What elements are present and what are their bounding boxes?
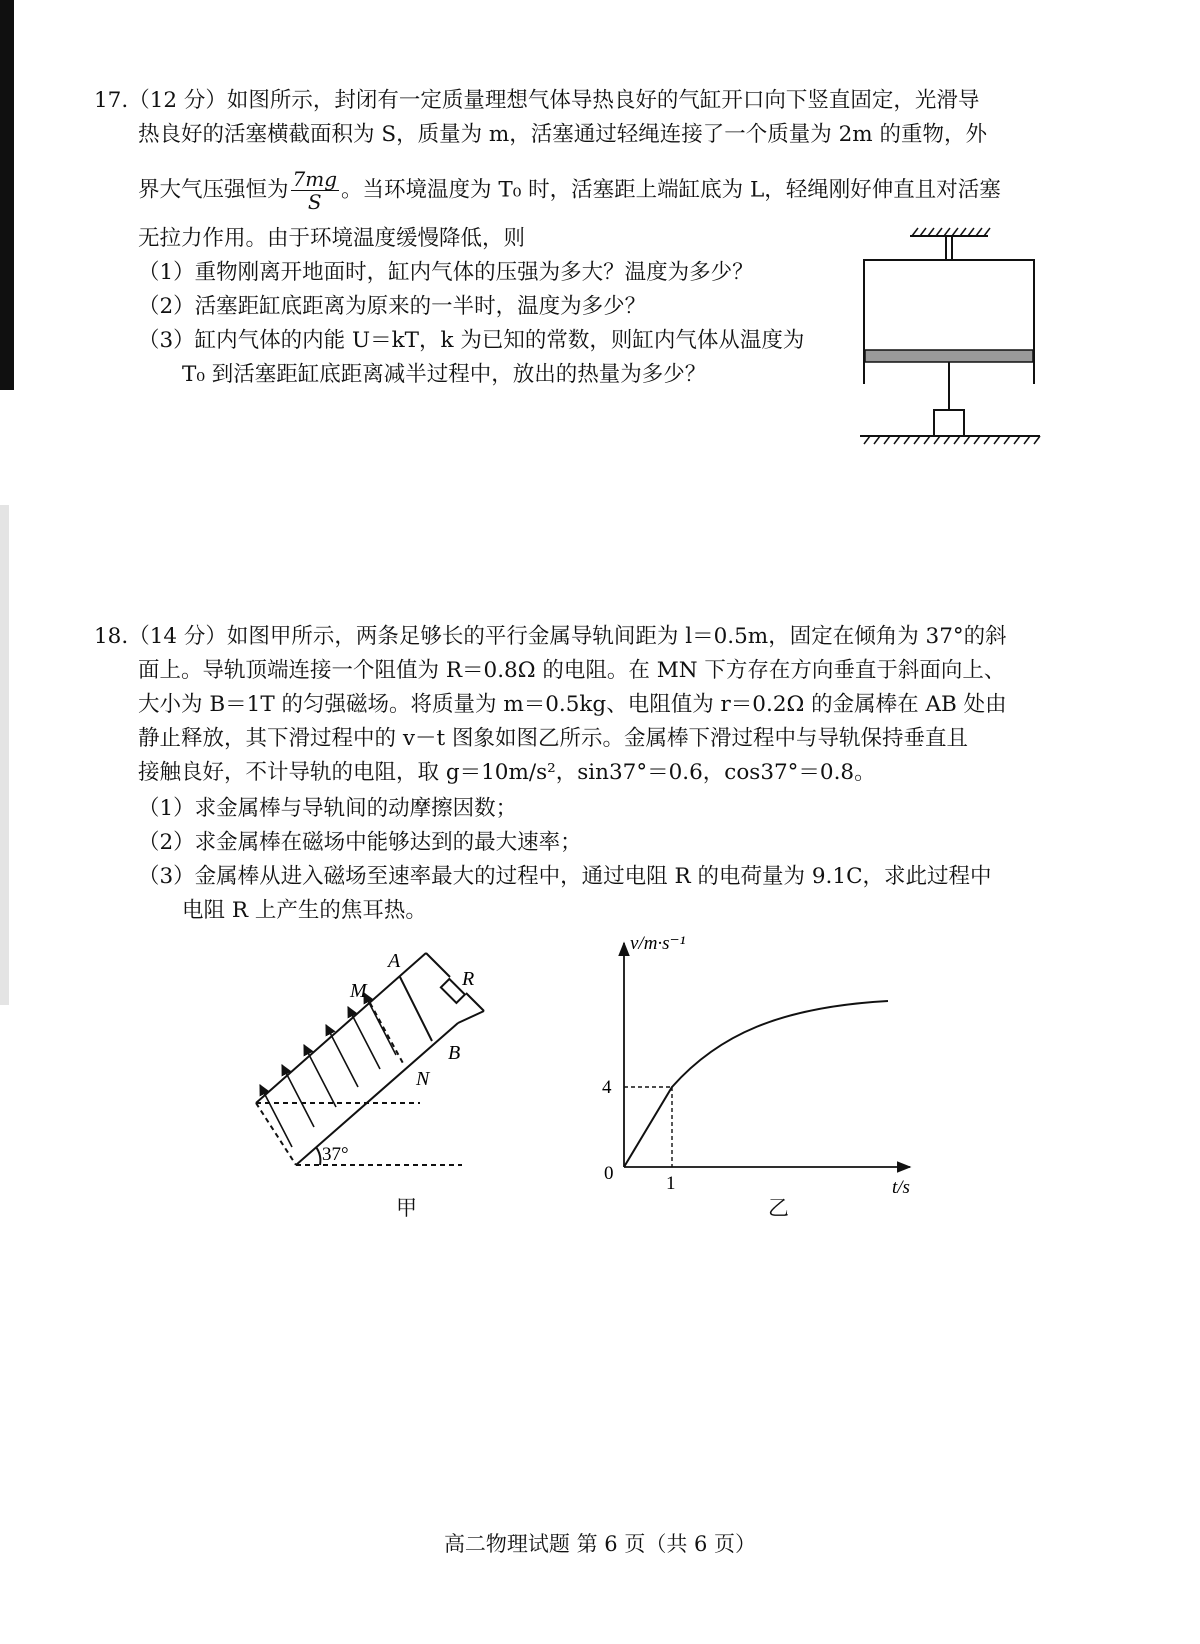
scan-edge-gray	[0, 505, 9, 1005]
q18-sub3a: （3）金属棒从进入磁场至速率最大的过程中，通过电阻 R 的电荷量为 9.1C，求此过程中	[138, 864, 992, 889]
vt-graph	[600, 933, 930, 1198]
angle-label: 37°	[322, 1144, 349, 1165]
y-axis-label: v/m·s⁻¹	[630, 933, 686, 954]
top-wire-2	[466, 993, 484, 1011]
incline-rails-figure	[230, 935, 520, 1175]
pressure-fraction	[291, 168, 340, 213]
label-B: B	[448, 1042, 461, 1064]
q17-sub1: （1）重物刚离开地面时，缸内气体的压强为多大？温度为多少？	[138, 260, 754, 285]
vt-curve	[624, 1001, 888, 1167]
fraction-denominator: S	[307, 190, 322, 214]
cylinder-figure	[860, 222, 1060, 472]
q17-sub2: （2）活塞距缸底距离为原来的一半时，温度为多少？	[138, 294, 647, 319]
fraction-numerator: 7mg	[292, 167, 338, 191]
q17-line3-pre: 界大气压强恒为	[138, 177, 289, 203]
piston	[865, 350, 1033, 362]
lower-rail	[296, 1023, 461, 1165]
label-A: A	[388, 950, 401, 972]
q18-line2: 面上。导轨顶端连接一个阻值为 R＝0.8Ω 的电阻。在 MN 下方存在方向垂直于斜面向上、	[138, 658, 1006, 683]
q18-line1-text: 如图甲所示，两条足够长的平行金属导轨间距为 l＝0.5m，固定在倾角为 37°的斜	[226, 624, 1007, 649]
y-tick-label: 4	[602, 1077, 612, 1098]
q18-line4: 静止释放，其下滑过程中的 v－t 图象如图乙所示。金属棒下滑过程中与导轨保持垂直且	[138, 726, 968, 751]
x-axis-label: t/s	[892, 1177, 910, 1198]
line-MN	[370, 1003, 404, 1065]
x-tick-label: 1	[666, 1173, 676, 1194]
ceiling-hatch	[912, 228, 990, 236]
weight-block	[934, 410, 964, 436]
bar-AB	[400, 977, 432, 1041]
q17-line3	[138, 168, 1001, 213]
q18-line3: 大小为 B＝1T 的匀强磁场。将质量为 m＝0.5kg、电阻值为 r＝0.2Ω 的金属棒在 AB 处由	[138, 692, 1007, 717]
q17-sub3a: （3）缸内气体的内能 U＝kT，k 为已知的常数，则缸内气体从温度为	[138, 328, 805, 353]
label-N: N	[416, 1068, 430, 1090]
q18-sub3b: 电阻 R 上产生的焦耳热。	[182, 898, 427, 923]
scan-edge	[0, 0, 14, 390]
q17-line3-post: 。当环境温度为 T₀ 时，活塞距上端缸底为 L，轻绳刚好伸直且对活塞	[341, 177, 1001, 203]
q18-line1	[94, 622, 1007, 652]
q17-line2: 热良好的活塞横截面积为 S，质量为 m，活塞通过轻绳连接了一个质量为 2m 的重物，外	[138, 122, 988, 147]
angle-arc	[316, 1147, 320, 1165]
q18-score: （14 分）	[128, 624, 227, 649]
caption-jia: 甲	[396, 1196, 417, 1220]
upper-rail	[256, 953, 426, 1103]
top-wire-3	[458, 1011, 484, 1023]
label-M: M	[350, 980, 367, 1002]
q18-number: 18.	[94, 624, 129, 649]
q18-line5: 接触良好，不计导轨的电阻，取 g＝10m/s²，sin37°＝0.6，cos37°＝0.8。	[138, 760, 876, 785]
caption-yi: 乙	[768, 1196, 789, 1220]
top-wire-1	[426, 953, 450, 977]
page-footer: 高二物理试题 第 6 页（共 6 页）	[443, 1532, 757, 1556]
magnetic-field-arrows	[260, 993, 396, 1147]
q17-sub3b: T₀ 到活塞距缸底距离减半过程中，放出的热量为多少？	[182, 362, 707, 387]
ground-hatch	[864, 436, 1040, 444]
bottom-edge-dashed	[256, 1103, 296, 1165]
q17-line1-text: 如图所示，封闭有一定质量理想气体导热良好的气缸开口向下竖直固定，光滑导	[226, 88, 980, 113]
q17-line1	[94, 86, 979, 116]
label-R: R	[462, 968, 475, 990]
q17-line4: 无拉力作用。由于环境温度缓慢降低，则	[138, 226, 526, 251]
q17-score: （12 分）	[128, 88, 227, 113]
origin-label: 0	[604, 1163, 614, 1184]
q18-sub2: （2）求金属棒在磁场中能够达到的最大速率；	[138, 830, 582, 855]
q18-sub1: （1）求金属棒与导轨间的动摩擦因数；	[138, 796, 518, 821]
q17-number: 17.	[94, 88, 129, 113]
